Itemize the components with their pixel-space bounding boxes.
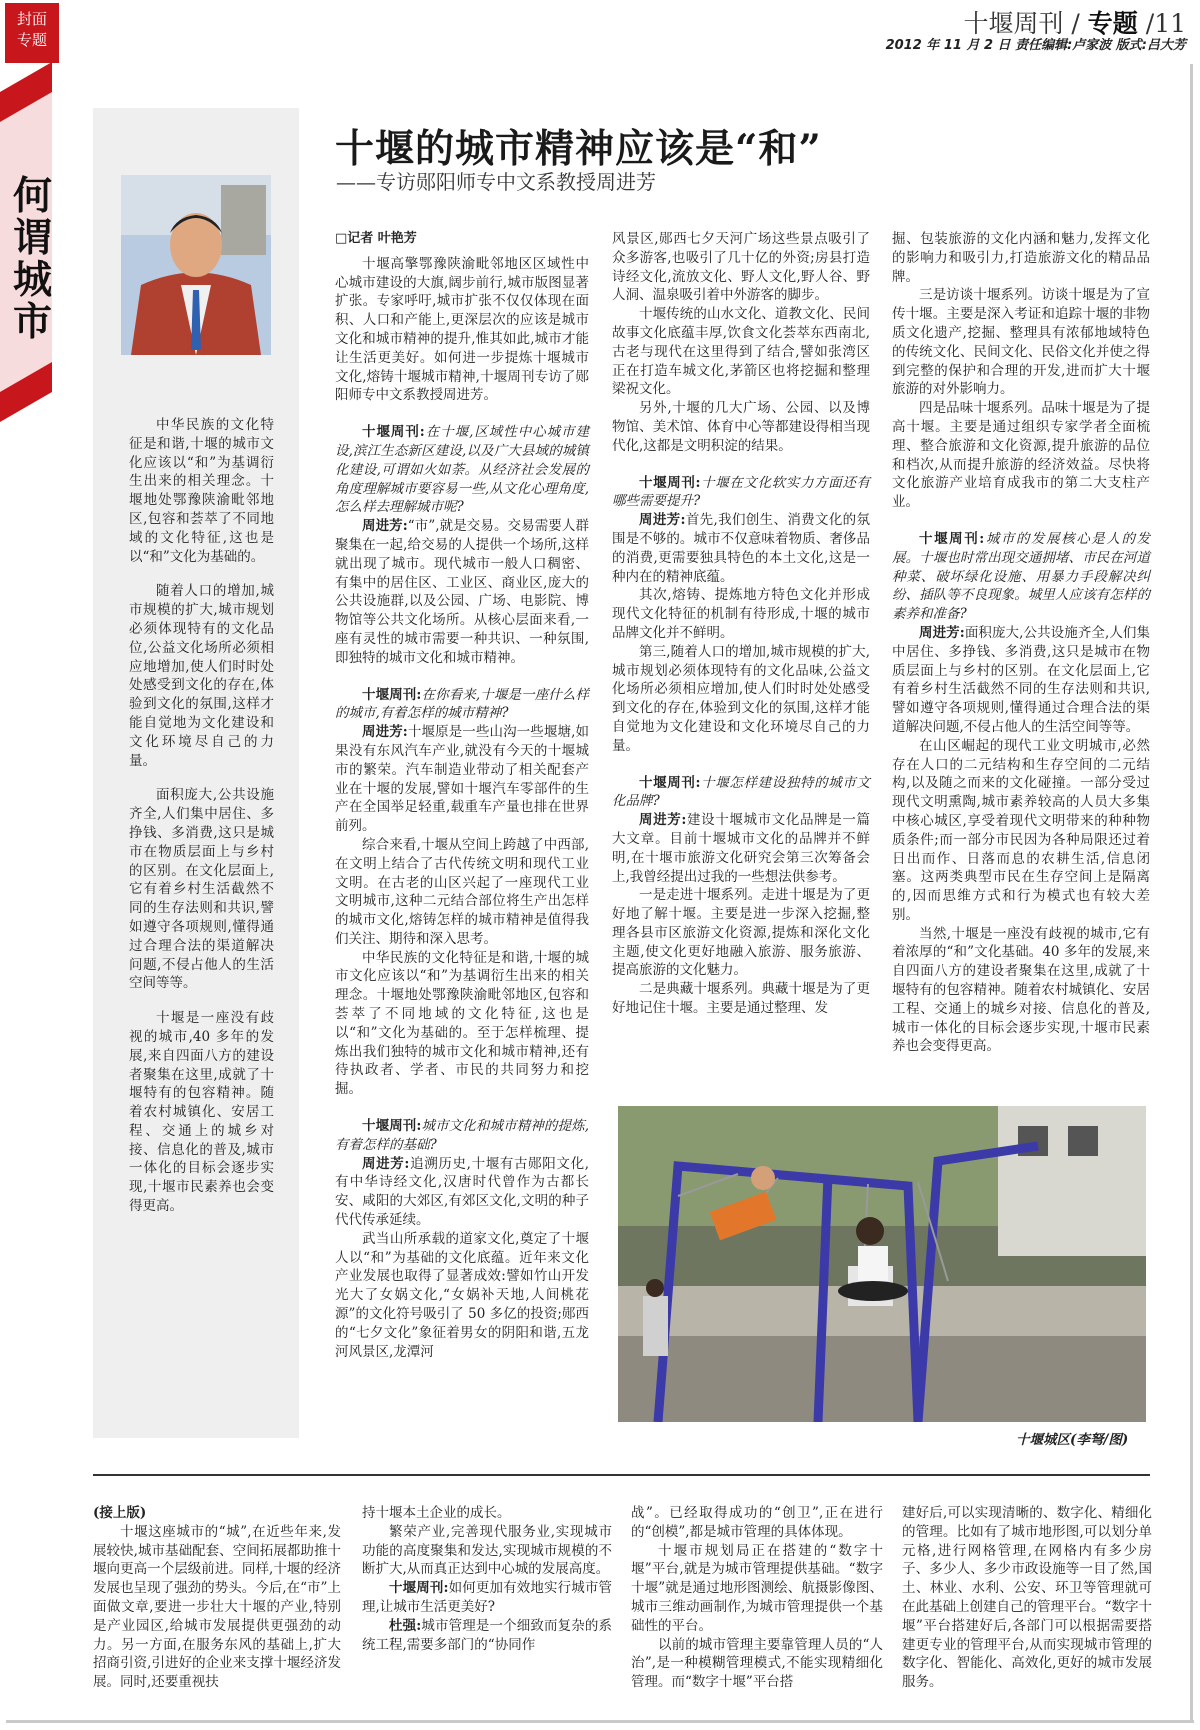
interview-answer: [892, 624, 1150, 737]
paragraph-text: 十堰传统的山水文化、道教文化、民间故事文化底蕴丰厚,饮食文化荟萃东西南北,古老与现代在这里得到了结合,譬如张湾区正在打造车城文化,茅箭区也将挖掘和整理梁祝文化。: [612, 306, 870, 398]
speaker-label: 周进芳:: [362, 724, 408, 741]
article-title: 十堰的城市精神应该是“和”: [335, 126, 822, 172]
continued-column-1: [93, 1504, 341, 1692]
section-name: 专题: [1087, 9, 1138, 38]
article-column-2: [612, 230, 870, 1018]
interview-question: [362, 1579, 612, 1617]
portrait-photo: [121, 175, 271, 355]
paragraph-text: 繁荣产业,完善现代服务业,实现城市功能的高度聚集和发达,实现城市规模的不断扩大,从而真正达到中心城的发展高度。: [362, 1523, 612, 1578]
body-paragraph: [335, 836, 589, 949]
question-text: 在十堰,区域性中心城市建设,滨江生态新区建设,以及广大县域的城镇化建设,可谓如火如荼。从经济社会发展的角度理解城市要容易一些,从文化心理角度,怎么样去理解城市呢?: [335, 424, 590, 516]
question-text: 在你看来,十堰是一座什么样的城市,有着怎样的城市精神?: [335, 686, 589, 722]
side-paragraph: 面积庞大,公共设施齐全,人们集中居住、多挣钱、多消费,这只是城市在物质层面上与乡村的区别。在文化层面上,它有着乡村生活截然不同的生存法则和共识,譬如遵守各项规则,懂得通过合理合法的渠道解决问题,不侵占他人的生活空间等等。: [129, 787, 274, 992]
badge-line-2: 专题: [16, 31, 47, 49]
interview-question: [335, 686, 589, 724]
page-header: 十堰周刊 / 专题 /11: [963, 9, 1186, 38]
body-paragraph: [93, 1523, 341, 1692]
body-paragraph: [892, 286, 1150, 399]
edition-info: 2012 年 11 月 2 日 责任编辑:卢家波 版式:吕大芳: [885, 38, 1186, 53]
speaker-label: 周进芳:: [919, 624, 965, 641]
paragraph-text: 一是走进十堰系列。走进十堰是为了更好地了解十堰。主要是进一步深入挖掘,整理各县市区旅游文化资源,提炼和深化文化主题,使文化更好地融入旅游、服务旅游、提高旅游的文化魅力。: [612, 887, 870, 979]
paragraph-text: 二是典藏十堰系列。典藏十堰是为了更好地记住十堰。主要是通过整理、发: [612, 981, 870, 1017]
answer-text: 首先,我们创生、消费文化的氛围是不够的。城市不仅意味着物质、奢侈品的消费,更需要独具特色的本土文化,这是一种内在的精神底蕴。: [612, 512, 871, 585]
side-summary: [129, 416, 274, 1232]
body-paragraph: [335, 1230, 589, 1362]
speaker-label: 十堰周刊:: [639, 474, 701, 491]
article-column-3: [892, 230, 1150, 1056]
paragraph-text: 中华民族的文化特征是和谐,十堰的城市文化应该以“和”为基调衍生出来的相关理念。十堰地处鄂豫陕渝毗邻地区,包容和荟萃了不同地域的文化特征,这也是以“和”文化为基础的。至于怎样梳理、提炼出我们独特的城市文化和城市精神,还有待执政者、学者、市民的共同努力和挖掘。: [335, 949, 589, 1098]
photo-caption: 十堰城区(李弩/图): [1016, 1432, 1129, 1448]
interview-answer: [612, 511, 870, 586]
side-paragraph: 中华民族的文化特征是和谐,十堰的城市文化应该以“和”为基调衍生出来的相关理念。十堰地处鄂豫陕渝毗邻地区,包容和荟萃了不同地域的文化特征,这也是以“和”文化为基础的。: [129, 417, 274, 565]
body-paragraph: [892, 925, 1150, 1057]
answer-text: 城市管理是一个细致而复杂的系统工程,需要多部门的“协同作: [362, 1617, 613, 1653]
interview-answer: [335, 1155, 589, 1230]
body-paragraph: [362, 1504, 612, 1523]
section-badge: [5, 3, 59, 63]
paragraph-text: 十堰高擎鄂豫陕渝毗邻地区区域性中心城市建设的大旗,阔步前行,城市版图显著扩张。专家呼吁,城市扩张不仅仅体现在面积、人口和产能上,更深层次的应该是城市文化和城市精神的提升,惟其如此,城市才能让生活更美好。如何进一步提炼十堰城市文化,熔铸十堰城市精神,十堰周刊专访了郧阳师专中文系教授周进芳。: [335, 255, 589, 404]
answer-text: “市”,就是交易。交易需要人群聚集在一起,给交易的人提供一个场所,这样就出现了城市。现代城市一般人口稠密、有集中的居住区、工业区、商业区,庞大的公共设施群,以及公园、广场、电影院、博物馆等公共文化场所。从核心层面来看,一座有灵性的城市需要一种共识、一种氛围,即独特的城市文化和城市精神。: [335, 518, 589, 666]
paragraph-text: 以前的城市管理主要靠管理人员的“人治”,是一种模糊管理模式,不能实现精细化管理。而“数字十堰”平台搭: [631, 1636, 883, 1691]
paragraph-text: 在山区崛起的现代工业文明城市,必然存在人口的二元结构和生存空间的二元结构,以及随之而来的文化碰撞。一部分受过现代文明熏陶,城市素养较高的人员大多集中核心城区,享受着现代文明带来的种种物质条件;而一部分市民因为各种局限还过着日出而作、日落而息的农耕生活,信息闭塞。这两类典型市民在生存空间上是隔离的,因而思维方式和行为模式也有较大差别。: [892, 737, 1150, 923]
continued-label: (接上版): [93, 1505, 147, 1521]
body-paragraph: [902, 1504, 1152, 1692]
interview-answer: [335, 517, 589, 667]
answer-text: 建设十堰城市文化品牌是一篇大文章。目前十堰城市文化的品牌并不鲜明,在十堰市旅游文化研究会第三次筹备会上,我曾经提出过我的一些想法供参考。: [612, 812, 871, 885]
paragraph-text: 十堰市规划局正在搭建的“数字十堰”平台,就是为城市管理提供基础。“数字十堰”就是通过地形图测绘、航摄影像图、城市三维动画制作,为城市管理提供一个基础性的平台。: [631, 1542, 883, 1634]
interview-question: [335, 1117, 589, 1155]
continued-column-4: [902, 1504, 1152, 1692]
byline: □记者 叶艳芳: [335, 231, 417, 246]
body-paragraph: [631, 1504, 883, 1542]
body-paragraph: [612, 980, 870, 1018]
interview-answer: [362, 1617, 612, 1655]
answer-text: 追溯历史,十堰有古郧阳文化,有中华诗经文化,汉唐时代曾作为古都长安、咸阳的大郊区,有郊区文化,文明的种子代代传承延续。: [335, 1155, 589, 1229]
section-label: 何谓城市: [13, 173, 53, 345]
interview-question: [892, 530, 1150, 624]
swing-photo: [618, 1106, 1146, 1422]
publication-name: 十堰周刊: [963, 9, 1064, 38]
body-paragraph: [631, 1542, 883, 1636]
paragraph-text: 综合来看,十堰从空间上跨越了中西部,在文明上结合了古代传统文明和现代工业文明。在古老的山区兴起了一座现代工业文明城市,这种二元结合部位将生产出怎样的城市文化,熔铸怎样的城市精神是值得我们关注、期待和深入思考。: [335, 836, 589, 947]
body-paragraph: [612, 305, 870, 399]
answer-text: 面积庞大,公共设施齐全,人们集中居住、多挣钱、多消费,这只是城市在物质层面上与乡村的区别。在文化层面上,它有着乡村生活截然不同的生存法则和共识,譬如遵守各项规则,懂得通过合理合法的渠道解决问题,不侵占他人的生活空间等等。: [892, 624, 1151, 735]
article-subtitle: ——专访郧阳师专中文系教授周进芳: [336, 170, 656, 194]
paragraph-text: 掘、包装旅游的文化内涵和魅力,发挥文化的影响力和吸引力,打造旅游文化的精品品牌。: [892, 231, 1150, 285]
paragraph-text: 十堰这座城市的“城”,在近些年来,发展较快,城市基础配套、空间拓展都助推十堰向更高一个层级前进。同样,十堰的经济发展也呈现了强劲的势头。今后,在“市”上面做文章,要进一步壮大十堰的产业,特别是产业园区,给城市发展提供更强劲的动力。另一方面,在服务东风的基础上,扩大招商引资,引进好的企业来支撑十堰经济发展。同时,还要重视扶: [93, 1523, 341, 1691]
side-paragraph: 随着人口的增加,城市规模的扩大,城市规划必须体现特有的文化品位,公益文化场所必须相应地增加,使人们时时处处感受到文化的存在,体验到文化的氛围,这样才能自觉地为文化建设和文化环境尽自己的力量。: [129, 583, 274, 769]
paragraph-text: 其次,熔铸、提炼地方特色文化并形成现代文化特征的机制有待形成,十堰的城市品牌文化并不鲜明。: [612, 587, 870, 641]
interview-answer: [612, 811, 870, 886]
body-paragraph: [612, 399, 870, 455]
paragraph-text: 当然,十堰是一座没有歧视的城市,它有着浓厚的“和”文化基础。40 多年的发展,来自四面八方的建设者聚集在这里,成就了十堰特有的包容精神。随着农村城镇化、安居工程、交通上的城乡对接、信息化的普及,城市一体化的目标会逐步实现,十堰市民素养也会变得更高。: [892, 925, 1150, 1055]
question-text: 十堰在文化软实力方面还有哪些需要提升?: [612, 474, 871, 510]
question-text: 如何更加有效地实行城市管理,让城市生活更美好?: [362, 1580, 613, 1615]
body-paragraph: [612, 230, 870, 305]
side-paragraph: 十堰是一座没有歧视的城市,40 多年的发展,来自四面八方的建设者聚集在这里,成就了十堰特有的包容精神。随着农村城镇化、安居工程、交通上的城乡对接、信息化的普及,城市一体化的目标会逐步实现,十堰市民素养也会变得更高。: [129, 1010, 274, 1215]
speaker-label: 十堰周刊:: [919, 530, 985, 547]
speaker-label: 十堰周刊:: [362, 686, 422, 703]
paragraph-text: 建好后,可以实现清晰的、数字化、精细化的管理。比如有了城市地形图,可以划分单元格,进行网格管理,在网格内有多少房子、多少人、多少市政设施等一目了然,国土、林业、水利、公安、环卫等管理就可在此基础上创建自己的管理平台。“数字十堰”平台搭建好后,各部门可以根据需要搭建更专业的管理平台,从而实现城市管理的数字化、智能化、高效化,更好的城市发展服务。: [902, 1505, 1152, 1691]
body-paragraph: [892, 737, 1150, 925]
paragraph-text: 三是访谈十堰系列。访谈十堰是为了宣传十堰。主要是深入考证和追踪十堰的非物质文化遗产,挖掘、整理具有浓郁地域特色的传统文化、民间文化、民俗文化并使之得到完整的保护和合理的开发,进而扩大十堰旅游的对外影响力。: [892, 287, 1150, 398]
body-paragraph: [612, 643, 870, 756]
answer-text: 十堰原是一些山沟一些堰塘,如果没有东风汽车产业,就没有今天的十堰城市的繁荣。汽车制造业带动了相关配套产业在十堰的发展,譬如十堰汽车零部件的生产在全国举足轻重,载重车产量也排在世界前列。: [335, 724, 590, 835]
body-paragraph: [612, 886, 870, 980]
body-paragraph: [362, 1523, 612, 1579]
paragraph-text: 四是品味十堰系列。品味十堰是为了提高十堰。主要是通过组织专家学者全面梳理、整合旅游和文化资源,提升旅游的品位和档次,从而提升旅游的经济效益。尽快将文化旅游产业培育成我市的第二大支柱产业。: [892, 400, 1150, 511]
paragraph-text: 风景区,郧西七夕天河广场这些景点吸引了众多游客,也吸引了几十亿的外资;房县打造诗经文化,流放文化、野人文化,野人谷、野人洞、温泉吸引着中外游客的脚步。: [612, 231, 870, 304]
question-text: 城市文化和城市精神的提炼,有着怎样的基础?: [335, 1118, 589, 1153]
paragraph-text: 另外,十堰的几大广场、公园、以及博物馆、美术馆、体育中心等都建设得相当现代化,这都是文明积淀的结果。: [612, 400, 870, 454]
continued-column-2: [362, 1504, 612, 1654]
interview-question: [612, 474, 870, 512]
body-paragraph: [93, 1504, 341, 1523]
badge-line-1: 封面: [16, 10, 47, 28]
speaker-label: 周进芳:: [362, 1155, 410, 1172]
question-text: 十堰怎样建设独特的城市文化品牌?: [612, 774, 871, 810]
section-divider: [93, 1474, 1150, 1476]
speaker-label: 十堰周刊:: [362, 1118, 422, 1135]
speaker-label: 十堰周刊:: [639, 774, 701, 791]
speaker-label: 十堰周刊:: [362, 424, 425, 441]
continued-column-3: [631, 1504, 883, 1692]
speaker-label: 十堰周刊:: [389, 1580, 449, 1597]
body-paragraph: [892, 230, 1150, 286]
body-paragraph: [335, 255, 589, 405]
body-paragraph: [892, 399, 1150, 512]
paragraph-text: 战”。已经取得成功的“创卫”,正在进行的“创模”,都是城市管理的具体体现。: [631, 1505, 883, 1540]
article-column-1: [335, 230, 589, 1361]
interview-question: [335, 423, 589, 517]
speaker-label: 杜强:: [389, 1617, 422, 1634]
page-frame-bottom: [6, 1720, 1194, 1723]
body-paragraph: [612, 586, 870, 642]
interview-answer: [335, 723, 589, 836]
body-paragraph: [631, 1636, 883, 1692]
speaker-label: 周进芳:: [639, 512, 686, 529]
paragraph-text: 持十堰本土企业的成长。: [362, 1505, 511, 1521]
page-frame-right: [1190, 64, 1193, 1723]
interview-question: [612, 774, 870, 812]
speaker-label: 周进芳:: [639, 812, 687, 829]
paragraph-text: 第三,随着人口的增加,城市规模的扩大,城市规划必须体现特有的文化品味,公益文化场所必须相应增加,使人们时时处处感受到文化的存在,体验到文化的氛围,这样才能自觉地为文化建设和文化环境尽自己的力量。: [612, 643, 870, 754]
question-text: 城市的发展核心是人的发展。十堰也时常出现交通拥堵、市民在河道种菜、破坏绿化设施、用暴力手段解决纠纷、插队等不良现象。城里人应该有怎样的素养和准备?: [892, 530, 1151, 623]
body-paragraph: [335, 949, 589, 1099]
page-number: /11: [1145, 9, 1186, 38]
paragraph-text: 武当山所承载的道家文化,奠定了十堰人以“和”为基础的文化底蕴。近年来文化产业发展也取得了显著成效:譬如竹山开发光大了女娲文化,“女娲补天地,人间桃花源”的文化符号吸引了 50 多亿的投资;郧西的“七夕文化”象征着男女的阴阳和谐,五龙河风景区,龙潭河: [335, 1230, 589, 1360]
speaker-label: 周进芳:: [362, 518, 408, 535]
